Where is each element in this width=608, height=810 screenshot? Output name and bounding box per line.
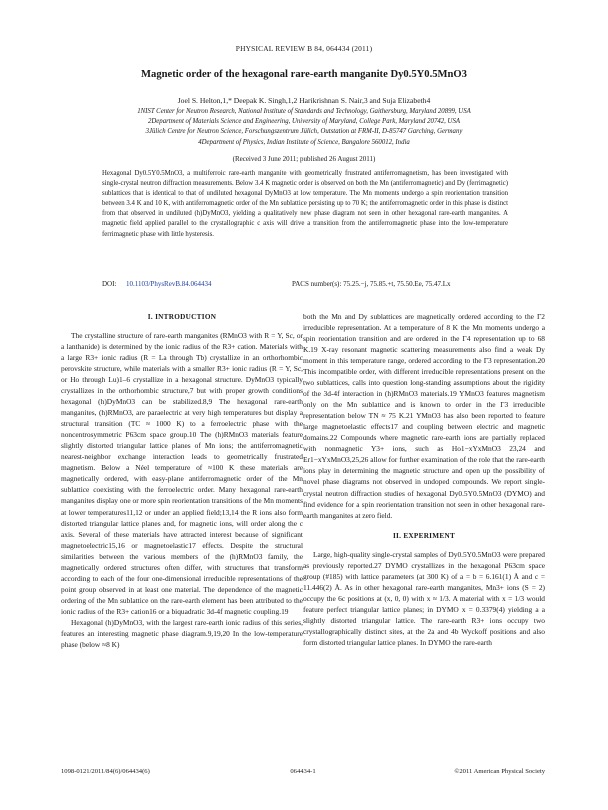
affiliation-1: 1NIST Center for Neutron Research, National Institute of Standards and Technology, Gaithersburg, Maryland 20899, USA bbox=[137, 108, 471, 115]
paper-title: Magnetic order of the hexagonal rare-earth manganite Dy0.5Y0.5MnO3 bbox=[141, 69, 467, 80]
experiment-paragraph: Large, high-quality single-crystal samples of Dy0.5Y0.5MnO3 were prepared as previously reported.27 DYMO crystallizes in the hexagonal P63cm space group (#185) with lattice parameters (at 300 K) of a = b = 6.161(1) Å and c = 11.446(2) Å. As in other hexagonal rare-earth manganites, Mn3+ ions (S = 2) occupy the 6c positions at (x, 0, 0) with x ≈ 1/3. A material with x = 1/3 would feature perfect triangular lattice planes; in DYMO x = 0.3379(4) yielding a a slightly distorted triangular lattice. The rare-earth R3+ ions occupy two crystallographically distinct sites, at the 2a and 4b Wyckoff positions and also form distorted triangular lattice planes. In DYMO the rare-earth bbox=[303, 549, 545, 647]
footer-issn: 1098-0121/2011/84(6)/064434(6) bbox=[61, 768, 150, 775]
section-heading-introduction: I. INTRODUCTION bbox=[147, 313, 217, 321]
section-heading-experiment: II. EXPERIMENT bbox=[392, 531, 456, 540]
doi-link[interactable]: 10.1103/PhysRevB.84.064434 bbox=[126, 280, 212, 288]
affiliation-2: 2Department of Materials Science and Engineering, University of Maryland, College Park, Maryland 20742, USA bbox=[147, 118, 461, 125]
running-head: PHYSICAL REVIEW B 84, 064434 (2011) bbox=[235, 44, 373, 53]
author-list: Joel S. Helton,1,* Deepak K. Singh,1,2 Harikrishnan S. Nair,3 and Suja Elizabeth4 bbox=[177, 96, 431, 105]
intro-paragraph-continued: both the Mn and Dy sublattices are magnetically ordered according to the Γ2 irreducible representation. At a temperature of 8 K the Mn moments undergo a spin reorientation transition and are ordered in the Γ4 representation up to 68 K.19 X-ray resonant magnetic scattering measurements also find a weak Dy moment in this temperature range, ordered according to the Γ3 representation.20 This incompatible order, with different irreducible representations present on the two sublattices, calls into question long-standing assumptions about the rigidity of the 3d-4f interaction in (h)RMnO3 materials.19 YMnO3 features magnetism only on the Mn sublattice and is known to order in the Γ3 irreducible representation below TN ≈ 75 K.21 YMnO3 has also been reported to feature large magnetoelastic effects17 and coupling between electric and magnetic domains.22 Compounds where magnetic rare-earth ions are partially replaced with nonmagnetic Y3+ ions, such as Ho1−xYxMnO3 23,24 and Er1−xYxMnO3,25,26 allow for further examination of the role that the rare-earth ions play in determining the magnetic structure and open up the possibility of novel phase diagrams not observed in undoped compounds. We report single-crystal neutron diffraction studies of hexagonal Dy0.5Y0.5MnO3 (DYMO) and find evidence for a spin reorientation transition not seen in other hexagonal rare-earth manganites at zero field. bbox=[303, 312, 545, 520]
intro-paragraph-1: The crystalline structure of rare-earth manganites (RMnO3 with R = Y, Sc, or a lanthanide) is determined by the ionic radius of the R3+ cation. Materials with a large R3+ ionic radius (R = La through Tb) crystallize in an orthorhombic perovskite structure, while materials with a smaller R3+ ionic radius (R = Y, Sc, or Ho through Lu)1–6 crystallize in a hexagonal structure. DyMnO3 typically crystallizes in the orthorhombic structure,7 but with proper growth conditions hexagonal (h)DyMnO3 can be stabilized.8,9 The hexagonal rare-earth manganites, (h)RMnO3, are paraelectric at very high temperatures but display a structural transition (TC ≈ 1000 K) to a ferroelectric phase with the noncentrosymmetric P63cm space group.10 The (h)RMnO3 materials feature slightly distorted triangular lattice planes of Mn ions; the antiferromagnetic nearest-neighbor exchange interaction leads to geometrically frustrated magnetism. Below a Néel temperature of ≈100 K these materials are magnetically ordered, with easy-plane antiferromagnetic order of the Mn sublattice coexisting with the ferroelectric order. Many hexagonal rare-earth manganites display one or more spin reorientation transitions of the Mn moments at lower temperatures11,12 or under an applied field;13,14 the R ions also form distorted triangular lattice planes and, for magnetic ions, will order along the c axis. Several of these materials have attracted interest because of significant magnetoelectric15,16 or magnetoelastic17 effects. Despite the structural similarities between the various members of the (h)RMnO3 family, the magnetically ordered structures often differ, with structures that transform according to each of the four one-dimensional irreducible representations of the point group observed in at least one material. The dependence of the magnetic ordering of the Mn sublattice on the rare-earth element has been attributed to the ionic radius of the R3+ cation16 or a biquadratic 3d-4f magnetic coupling.19 bbox=[61, 331, 303, 616]
intro-paragraph-2: Hexagonal (h)DyMnO3, with the largest rare-earth ionic radius of this series, features an interesting magnetic phase diagram.9,19,20 In the low-temperature phase (below ≈8 K) bbox=[61, 617, 303, 649]
affiliation-4: 4Department of Physics, Indian Institute of Science, Bangalore 560012, India bbox=[198, 139, 410, 146]
pacs-numbers: PACS number(s): 75.25.−j, 75.85.+t, 75.50.Ee, 75.47.Lx bbox=[292, 280, 451, 288]
abstract: Hexagonal Dy0.5Y0.5MnO3, a multiferroic rare-earth manganite with geometrically frustrated antiferromagnetism, has been investigated with single-crystal neutron diffraction measurements. Below 3.4 K magnetic order is observed on both the Mn (antiferromagnetic) and Dy (ferrimagnetic) sublattices that is identical to that of undiluted hexagonal DyMnO3 at low temperature. The Mn moments undergo a spin reorientation transition between 3.4 K and 10 K, with antiferromagnetic order of the Mn sublattice persisting up to 70 K; the antiferromagnetic order in this phase is distinct from that observed in undiluted (h)DyMnO3, yielding a qualitatively new phase diagram not seen in other hexagonal rare-earth manganites. A magnetic field applied parallel to the crystallographic c axis will drive a transition from the antiferromagnetic phase into the low-temperature ferrimagnetic phase with little hysteresis. bbox=[102, 170, 508, 238]
affiliation-3: 3Jülich Centre for Neutron Science, Forschungszentrum Jülich, Outstation at FRM-II, D-85747 Garching, Germany bbox=[145, 128, 463, 135]
right-column bbox=[303, 311, 545, 648]
received-published-dates: (Received 3 June 2011; published 26 August 2011) bbox=[232, 155, 376, 163]
doi-label: DOI: bbox=[102, 280, 117, 288]
footer-page-number: 064434-1 bbox=[290, 768, 316, 775]
left-column bbox=[61, 311, 303, 650]
footer-copyright: ©2011 American Physical Society bbox=[454, 768, 545, 775]
